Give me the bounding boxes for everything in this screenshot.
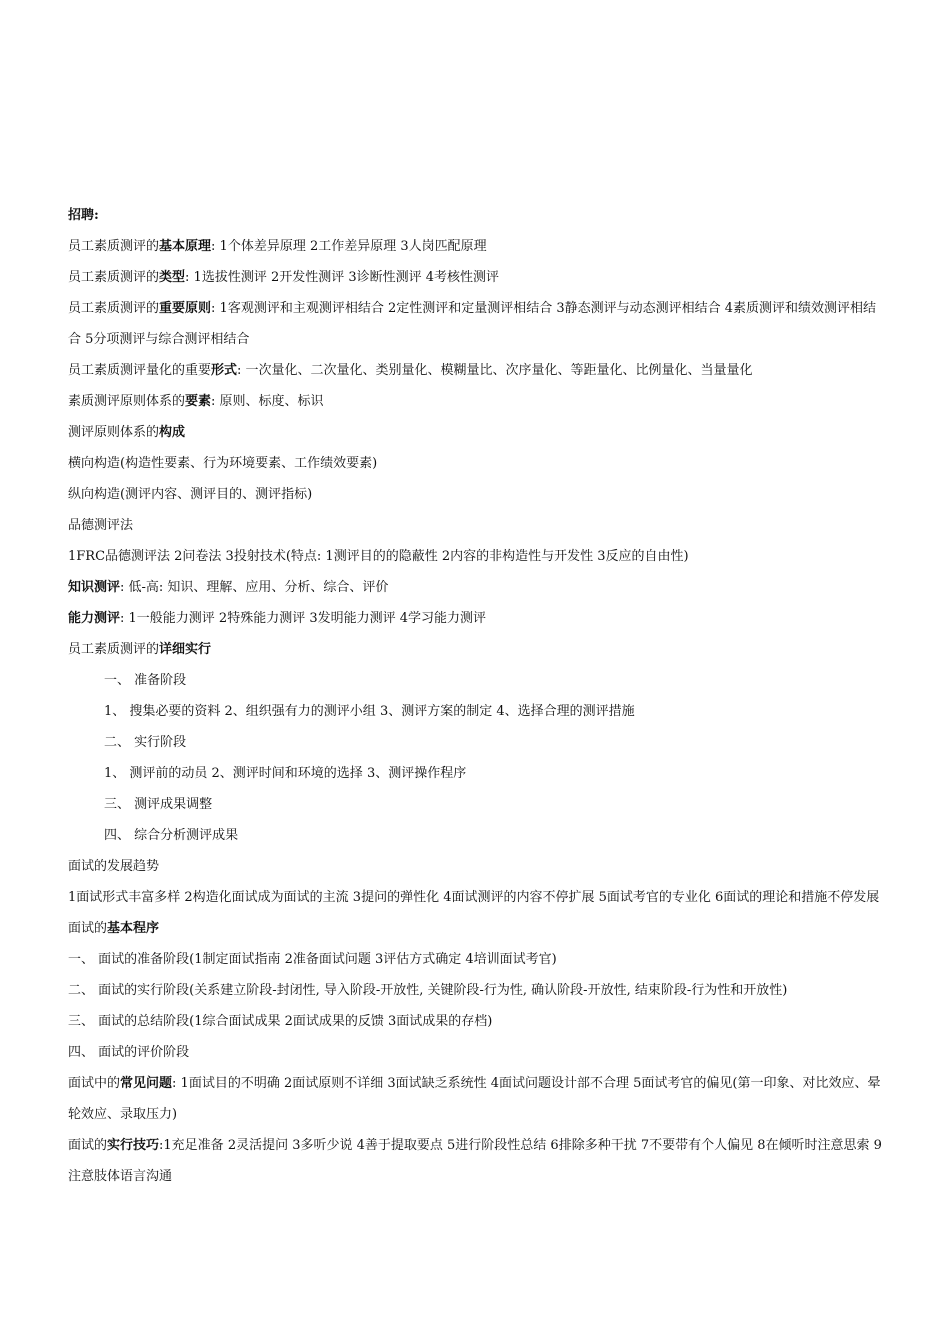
- stage2-items: 1、 测评前的动员 2、测评时间和环境的选择 3、测评操作程序: [104, 766, 467, 781]
- common-problems-paragraph: 面试中的常见问题: 1面试目的不明确 2面试原则不详细 3面试缺乏系统性 4面试问题设计部不合理 5面试考官的偏见(第一印象、对比效应、晕轮效应、录取压力): [68, 1076, 881, 1122]
- procedure-step-1: 一、 面试的准备阶段(1制定面试指南 2准备面试问题 3评估方式确定 4培训面试考官): [68, 952, 557, 967]
- section-heading: 招聘:: [68, 208, 99, 223]
- ability-line: 能力测评: 1一般能力测评 2特殊能力测评 3发明能力测评 4学习能力测评: [68, 611, 487, 626]
- stage3-title: 三、 测评成果调整: [104, 797, 213, 812]
- document-body: [68, 200, 888, 1192]
- basic-principle-line: 员工素质测评的基本原理: 1个体差异原理 2工作差异原理 3人岗匹配原理: [68, 239, 487, 254]
- important-principles-paragraph: 员工素质测评的重要原则: 1客观测评和主观测评相结合 2定性测评和定量测评相结合 3静态测评与动态测评相结合 4素质测评和绩效测评相结合 5分项测评与综合测评相结合: [68, 301, 877, 347]
- stage4-title: 四、 综合分析测评成果: [104, 828, 239, 843]
- knowledge-line: 知识测评: 低-高: 知识、理解、应用、分析、综合、评价: [68, 580, 389, 595]
- interview-skills-paragraph: 面试的实行技巧:1充足准备 2灵活提问 3多听少说 4善于提取要点 5进行阶段性总结 6排除多种干扰 7不要带有个人偏见 8在倾听时注意思索 9注意肢体语言沟通: [68, 1138, 882, 1184]
- procedure-step-3: 三、 面试的总结阶段(1综合面试成果 2面试成果的反馈 3面试成果的存档): [68, 1014, 493, 1029]
- moral-title: 品德测评法: [68, 518, 134, 533]
- moral-methods-line: 1FRC品德测评法 2问卷法 3投射技术(特点: 1测评目的的隐蔽性 2内容的非构造性与开发性 3反应的自由性): [68, 549, 689, 564]
- procedure-step-2: 二、 面试的实行阶段(关系建立阶段-封闭性, 导入阶段-开放性, 关键阶段-行为性, 确认阶段-开放性, 结束阶段-行为性和开放性): [68, 983, 788, 998]
- vertical-structure-line: 纵向构造(测评内容、测评目的、测评指标): [68, 487, 313, 502]
- stage1-title: 一、 准备阶段: [104, 673, 187, 688]
- stage2-title: 二、 实行阶段: [104, 735, 187, 750]
- stage1-items: 1、 搜集必要的资料 2、组织强有力的测评小组 3、测评方案的制定 4、选择合理的测评措施: [104, 704, 635, 719]
- implementation-line: 员工素质测评的详细实行: [68, 642, 212, 657]
- elements-line: 素质测评原则体系的要素: 原则、标度、标识: [68, 394, 324, 409]
- procedure-line: 面试的基本程序: [68, 921, 160, 936]
- composition-line: 测评原则体系的构成: [68, 425, 186, 440]
- interview-trend-title: 面试的发展趋势: [68, 859, 160, 874]
- interview-trend-paragraph: 1面试形式丰富多样 2构造化面试成为面试的主流 3提问的弹性化 4面试测评的内容不停扩展 5面试考官的专业化 6面试的理论和措施不停发展: [68, 890, 880, 905]
- quantification-forms-line: 员工素质测评量化的重要形式: 一次量化、二次量化、类别量化、模糊量比、次序量化、等距量化、比例量化、当量量化: [68, 363, 753, 378]
- types-line: 员工素质测评的类型: 1选拔性测评 2开发性测评 3诊断性测评 4考核性测评: [68, 270, 500, 285]
- procedure-step-4: 四、 面试的评价阶段: [68, 1045, 190, 1060]
- horizontal-structure-line: 横向构造(构造性要素、行为环境要素、工作绩效要素): [68, 456, 378, 471]
